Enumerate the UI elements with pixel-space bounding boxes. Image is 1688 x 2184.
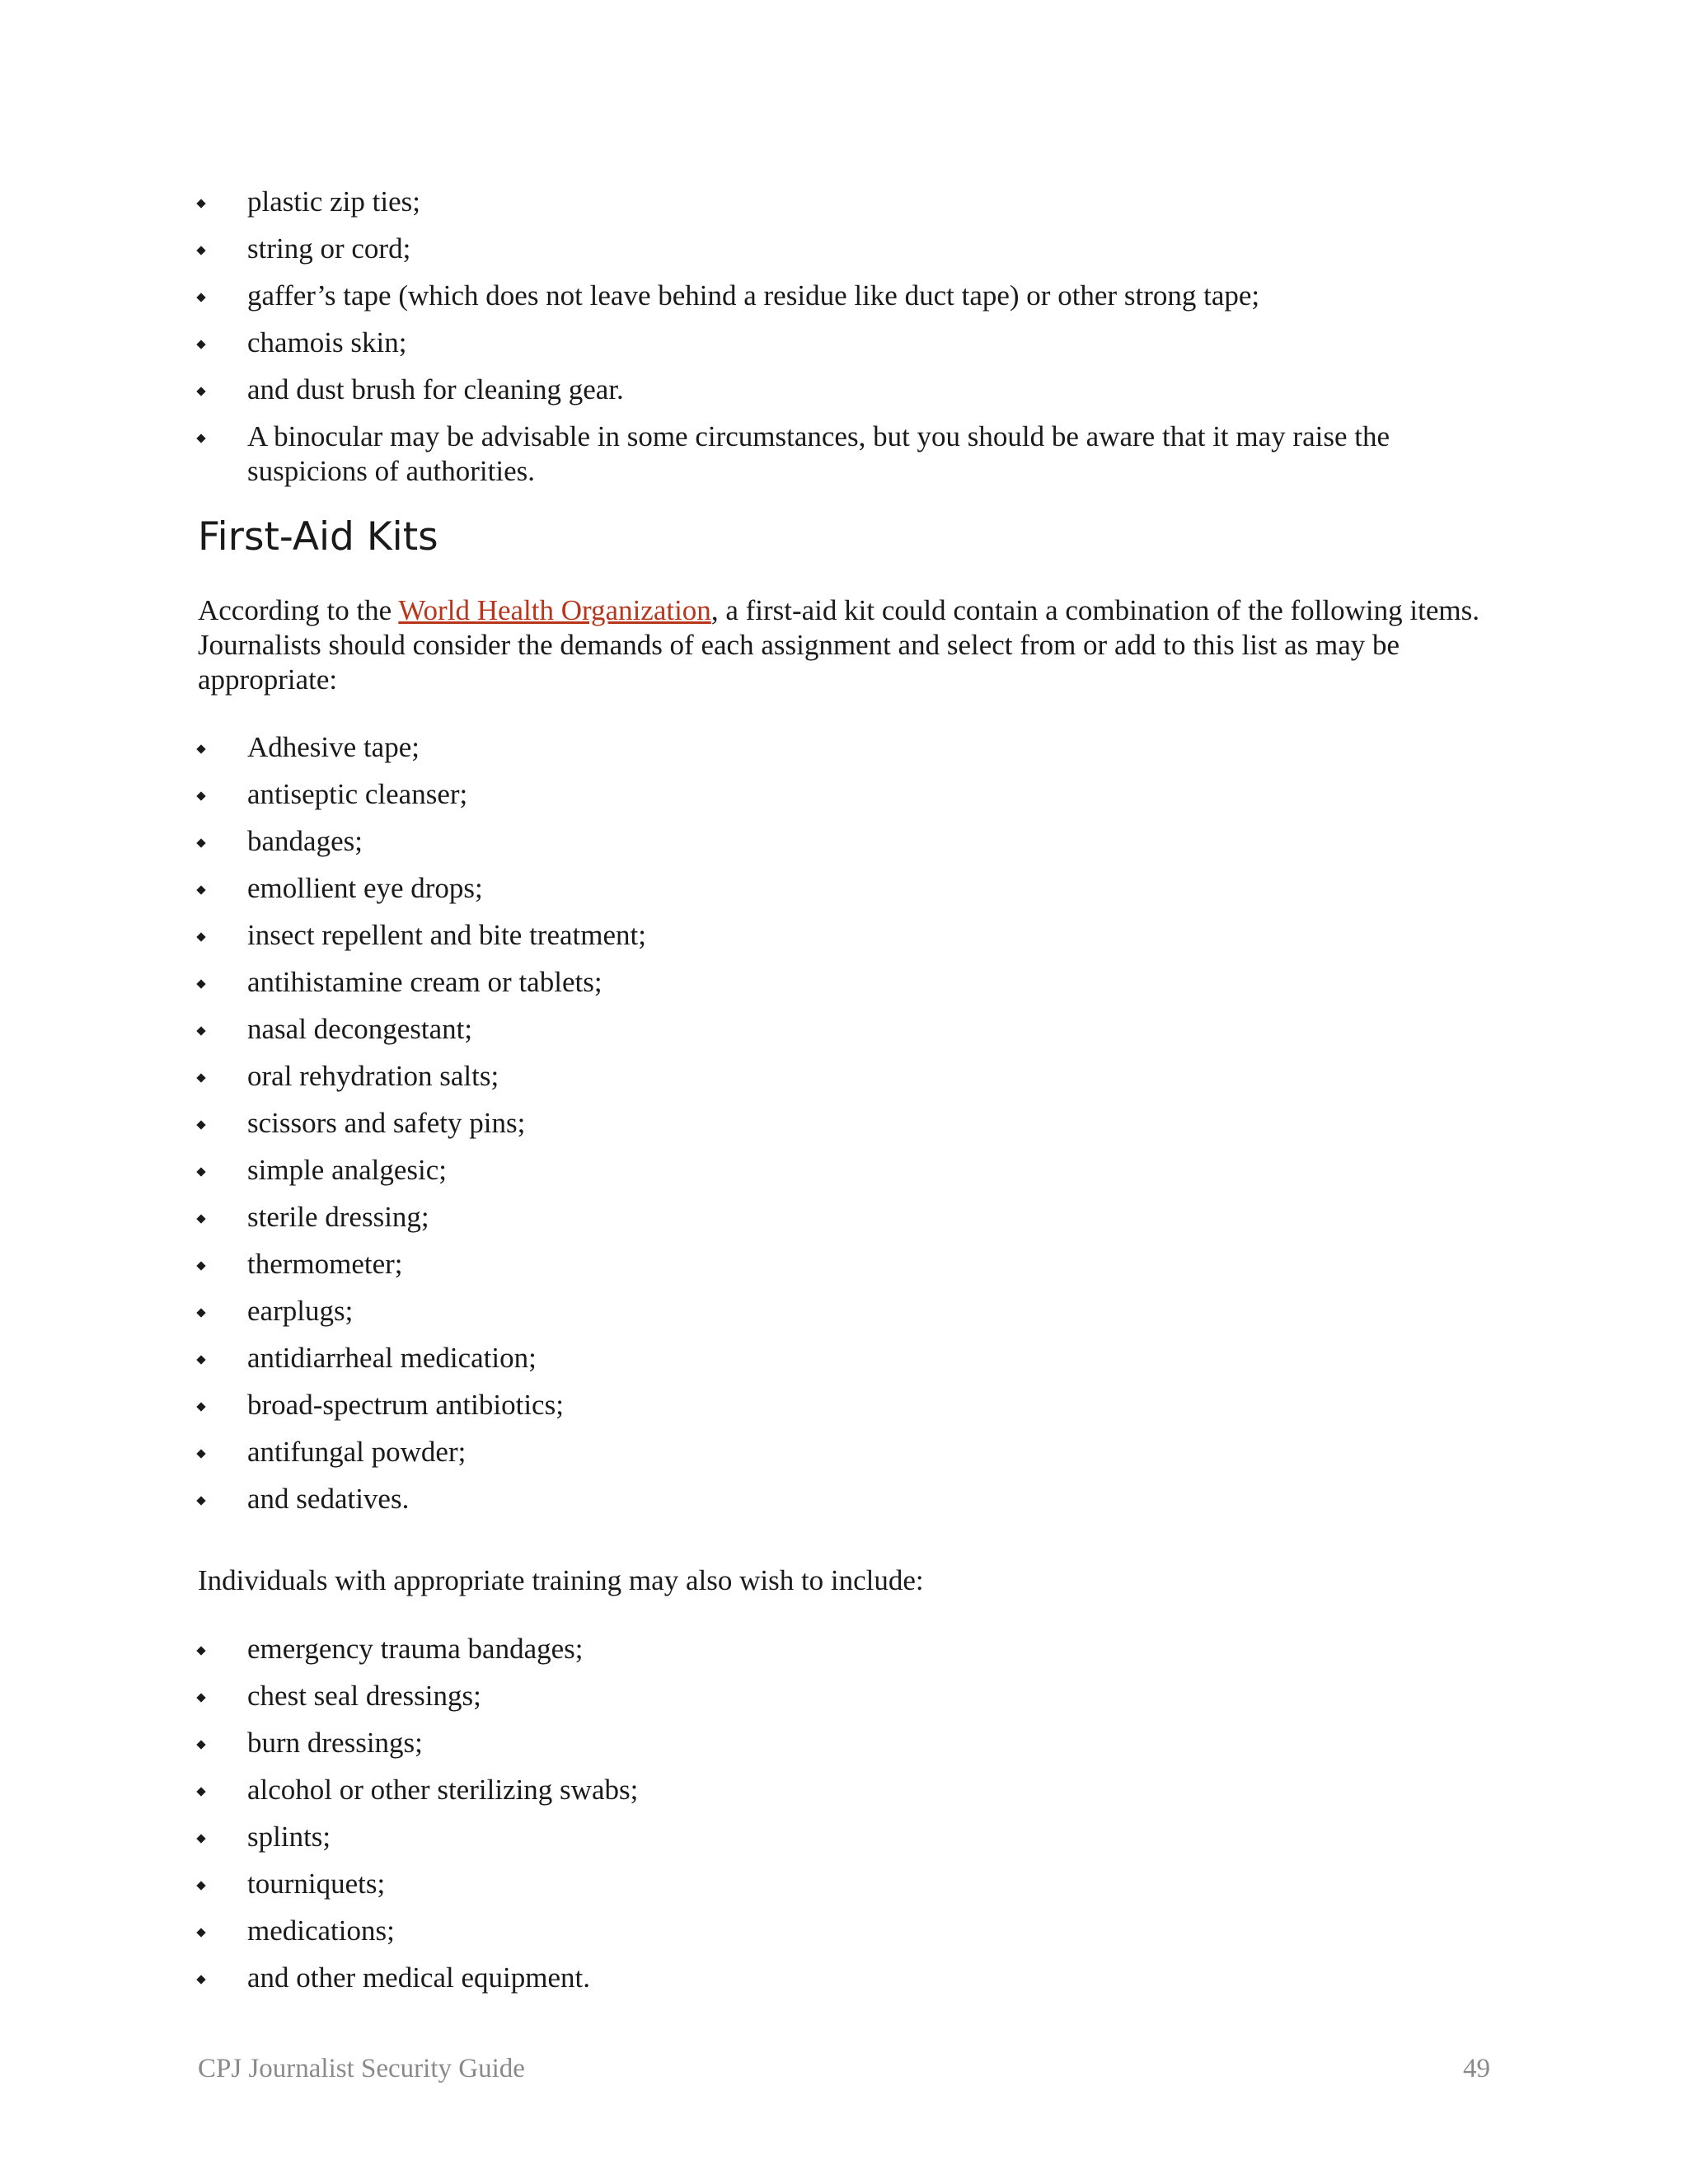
bullet-icon	[196, 246, 205, 255]
list-item-text: and dust brush for cleaning gear.	[247, 373, 624, 405]
list-item-text: antifungal powder;	[247, 1436, 467, 1468]
list-item	[198, 1482, 1490, 1516]
bullet-icon	[196, 932, 205, 941]
list-item-text: chamois skin;	[247, 326, 407, 359]
list-item	[198, 1867, 1490, 1901]
first-aid-kit-list	[198, 730, 1490, 1529]
footer-document-title: CPJ Journalist Security Guide	[198, 2054, 525, 2083]
list-item-text: emollient eye drops;	[247, 872, 483, 904]
list-item-text: splints;	[247, 1821, 331, 1853]
bullet-icon	[196, 791, 205, 800]
list-item-text: antiseptic cleanser;	[247, 778, 468, 810]
list-item	[198, 1679, 1490, 1713]
who-link[interactable]: World Health Organization	[398, 594, 711, 626]
bullet-icon	[196, 838, 205, 847]
bullet-icon	[196, 293, 205, 302]
trained-intro-paragraph: Individuals with appropriate training may also wish to include:	[198, 1564, 924, 1596]
bullet-icon	[196, 979, 205, 988]
bullet-icon	[196, 1402, 205, 1411]
list-item-text: chest seal dressings;	[247, 1680, 481, 1712]
list-item	[198, 1200, 1490, 1235]
list-item-text: earplugs;	[247, 1295, 354, 1327]
bullet-icon	[196, 1214, 205, 1223]
list-item	[198, 1153, 1490, 1188]
bullet-icon	[196, 434, 205, 443]
list-item-text: thermometer;	[247, 1248, 403, 1280]
bullet-icon	[196, 1787, 205, 1796]
list-item-text: and sedatives.	[247, 1483, 410, 1515]
list-item	[198, 1294, 1490, 1329]
list-item-text: medications;	[247, 1915, 395, 1947]
list-item	[198, 1341, 1490, 1376]
list-item	[198, 1961, 1490, 1995]
list-item	[198, 1632, 1490, 1666]
bullet-icon	[196, 199, 205, 208]
list-item-text: broad-spectrum antibiotics;	[247, 1389, 564, 1421]
list-item	[198, 185, 1490, 219]
list-item-text: bandages;	[247, 825, 363, 857]
gear-list	[198, 185, 1490, 501]
section-heading: First-Aid Kits	[198, 514, 438, 560]
intro-paragraph	[198, 593, 1490, 697]
bullet-icon	[196, 1693, 205, 1702]
list-item	[198, 1435, 1490, 1469]
list-item	[198, 1012, 1490, 1047]
list-item	[198, 419, 1490, 489]
intro-text-before: According to the	[198, 594, 399, 626]
list-item	[198, 918, 1490, 953]
bullet-icon	[196, 340, 205, 349]
list-item	[198, 279, 1490, 313]
bullet-icon	[196, 1026, 205, 1035]
bullet-icon	[196, 1355, 205, 1364]
list-item	[198, 373, 1490, 407]
bullet-icon	[196, 1646, 205, 1655]
list-item	[198, 1059, 1490, 1094]
bullet-icon	[196, 1496, 205, 1505]
list-item-text: antidiarrheal medication;	[247, 1342, 537, 1374]
list-item	[198, 1820, 1490, 1854]
bullet-icon	[196, 1308, 205, 1317]
list-item-text: and other medical equipment.	[247, 1961, 590, 1994]
list-item	[198, 1106, 1490, 1141]
list-item-text: simple analgesic;	[247, 1154, 448, 1186]
list-item-text: string or cord;	[247, 232, 411, 265]
list-item	[198, 1773, 1490, 1807]
list-item-text: antihistamine cream or tablets;	[247, 966, 603, 998]
bullet-icon	[196, 885, 205, 894]
list-item	[198, 871, 1490, 906]
list-item-text: Adhesive tape;	[247, 731, 420, 763]
bullet-icon	[196, 1740, 205, 1749]
bullet-icon	[196, 1881, 205, 1890]
list-item-text: plastic zip ties;	[247, 185, 420, 218]
bullet-icon	[196, 1928, 205, 1937]
list-item-text: gaffer’s tape (which does not leave behind a residue like duct tape) or other strong tape;	[247, 279, 1260, 312]
list-item-text: nasal decongestant;	[247, 1013, 473, 1045]
bullet-icon	[196, 1834, 205, 1843]
list-item-text: insect repellent and bite treatment;	[247, 919, 646, 951]
list-item-text: sterile dressing;	[247, 1201, 429, 1233]
list-item-text: emergency trauma bandages;	[247, 1633, 584, 1665]
list-item-text: A binocular may be advisable in some circumstances, but you should be aware that it may raise the suspicions of authorities.	[247, 420, 1390, 487]
list-item	[198, 232, 1490, 266]
list-item	[198, 824, 1490, 859]
list-item	[198, 730, 1490, 765]
list-item	[198, 1914, 1490, 1948]
list-item-text: scissors and safety pins;	[247, 1107, 526, 1139]
bullet-icon	[196, 1073, 205, 1082]
list-item	[198, 1726, 1490, 1760]
bullet-icon	[196, 744, 205, 753]
footer-page-number: 49	[1463, 2054, 1490, 2083]
list-item	[198, 326, 1490, 360]
intro-text-after: , a first-aid kit could contain a combination of the following items. Journalists should consider the demands of each assignment and select from or add to this list as may be appropriate:	[198, 594, 1479, 696]
list-item-text: oral rehydration salts;	[247, 1060, 499, 1092]
bullet-icon	[196, 1261, 205, 1270]
list-item-text: burn dressings;	[247, 1727, 423, 1759]
list-item	[198, 1247, 1490, 1282]
list-item	[198, 777, 1490, 812]
list-item-text: tourniquets;	[247, 1868, 386, 1900]
list-item-text: alcohol or other sterilizing swabs;	[247, 1774, 639, 1806]
list-item	[198, 1388, 1490, 1422]
bullet-icon	[196, 1449, 205, 1458]
bullet-icon	[196, 387, 205, 396]
bullet-icon	[196, 1167, 205, 1176]
list-item	[198, 965, 1490, 1000]
bullet-icon	[196, 1975, 205, 1984]
trained-items-list	[198, 1632, 1490, 2008]
bullet-icon	[196, 1120, 205, 1129]
